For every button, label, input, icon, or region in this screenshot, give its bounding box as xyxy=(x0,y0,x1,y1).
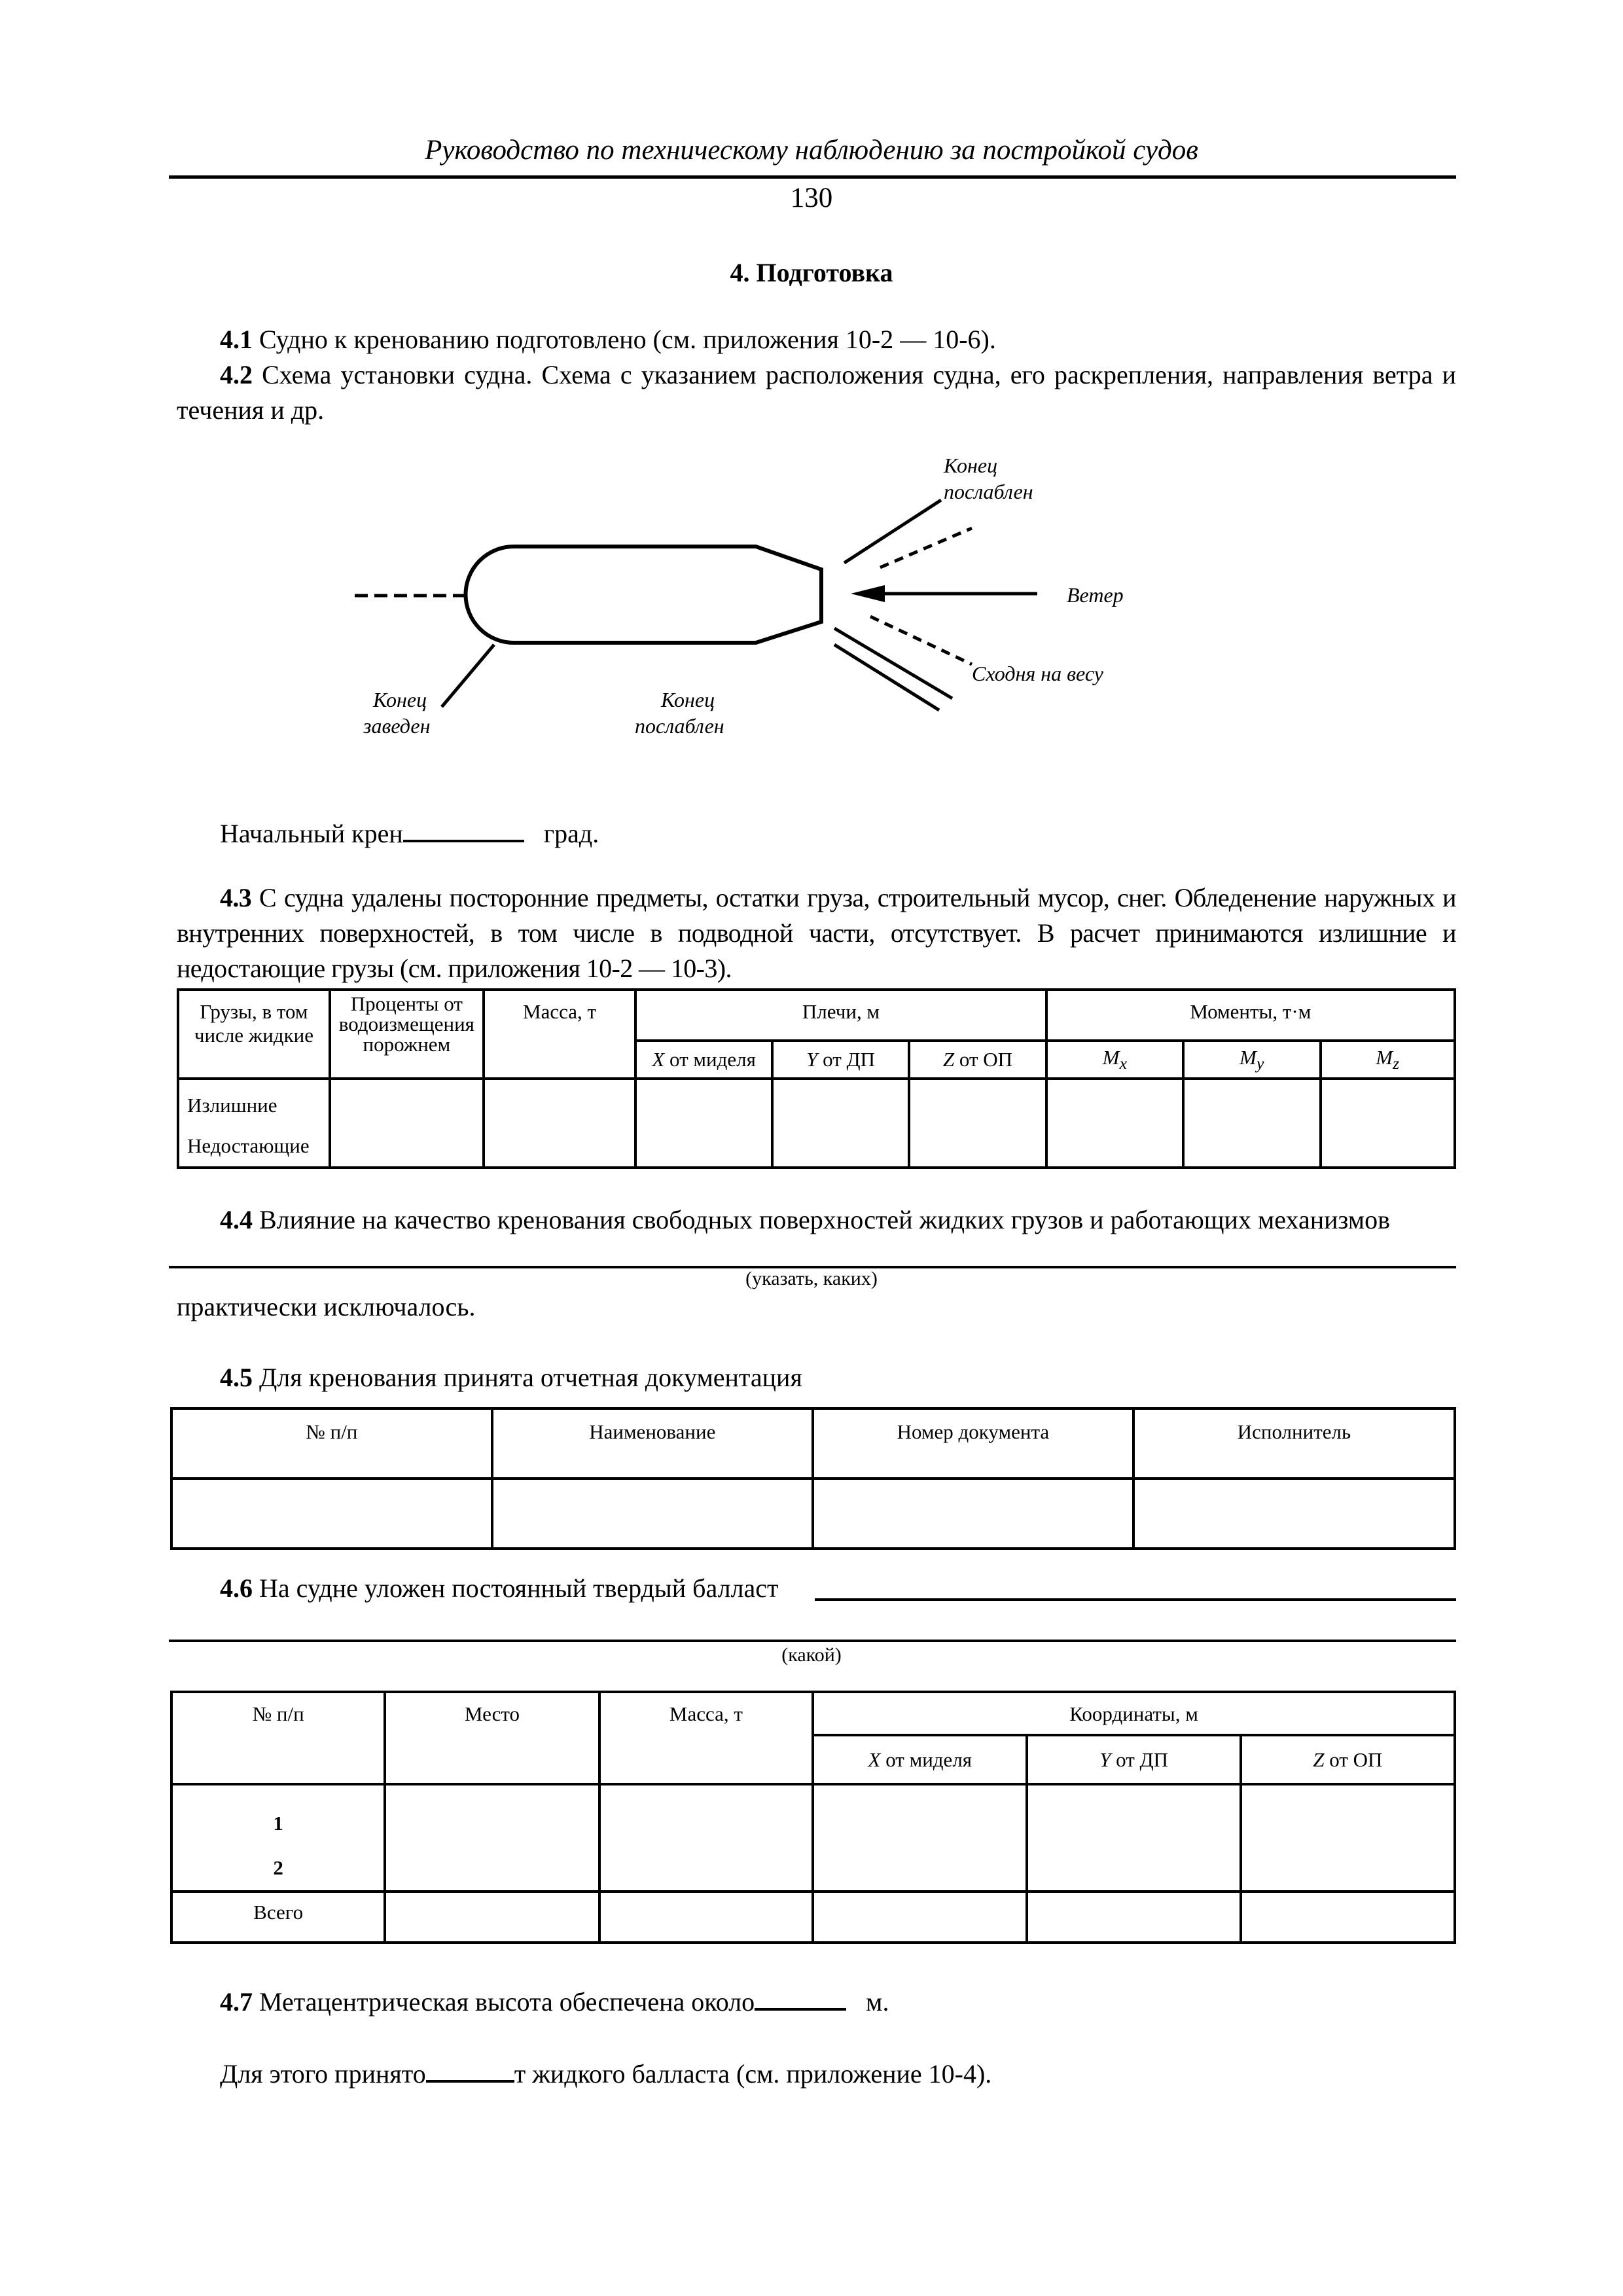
header-x-midship: X от миделя xyxy=(635,1041,772,1079)
label-end-top-1: Конец xyxy=(944,454,998,477)
paragraph-4-1 xyxy=(177,322,1456,357)
header-percent: Проценты от водоизмещения порожнем xyxy=(330,990,484,1079)
label-end-mid-1: Конец xyxy=(661,688,715,711)
paragraph-4-5 xyxy=(177,1360,1456,1395)
cell[interactable] xyxy=(909,1079,1046,1168)
bow-line-upper xyxy=(844,500,941,563)
header-no: № п/п xyxy=(171,1408,492,1479)
cell[interactable] xyxy=(330,1079,484,1168)
label-end-left-2: заведен xyxy=(363,714,431,738)
cell[interactable] xyxy=(385,1784,599,1892)
para-text: На судне уложен постоянный твердый балласт xyxy=(253,1573,779,1603)
header-y-cl: Y от ДП xyxy=(1027,1735,1240,1784)
para-text: Влияние на качество кренования свободных поверхностей жидких грузов и работающих механизмов xyxy=(253,1205,1390,1234)
fill-line-ballast-type[interactable] xyxy=(815,1598,1456,1601)
header-mz: $M_z$ xyxy=(1321,1041,1455,1079)
row-missing: Недостающие xyxy=(187,1134,310,1157)
cell[interactable] xyxy=(1241,1784,1455,1892)
cell[interactable] xyxy=(1046,1079,1183,1168)
label-wind: Ветер xyxy=(1067,583,1124,607)
header-cargo: Грузы, в том числе жидкие xyxy=(178,990,330,1079)
paragraph-4-4 xyxy=(177,1202,1456,1238)
label-end-left-1: Конец xyxy=(373,688,427,711)
row-total: Всего xyxy=(171,1892,385,1943)
gangway-line-2 xyxy=(834,645,939,710)
liquid-ballast-line xyxy=(177,2056,1456,2092)
label-gangway: Сходня на весу xyxy=(972,662,1103,685)
cell[interactable] xyxy=(1133,1479,1455,1549)
para-number: 4.7 xyxy=(220,1987,253,2017)
label-end-top-2: послаблен xyxy=(944,480,1033,503)
header-place: Место xyxy=(385,1692,599,1784)
header-no: № п/п xyxy=(171,1692,385,1784)
paragraph-4-7 xyxy=(177,1984,1456,2020)
para-number: 4.6 xyxy=(220,1573,253,1603)
row-2: 2 xyxy=(273,1856,283,1879)
cell[interactable] xyxy=(599,1784,813,1892)
bow-line-dashed xyxy=(880,528,972,567)
fill-line-ballast-type-2[interactable] xyxy=(169,1640,1456,1642)
row-1: 1 xyxy=(273,1812,283,1835)
header-name: Наименование xyxy=(492,1408,813,1479)
initial-heel-unit: град. xyxy=(543,819,599,848)
header-doc-number: Номер документа xyxy=(813,1408,1133,1479)
metacentric-height-unit: м. xyxy=(866,1987,889,2017)
header-y-cl: Y от ДП xyxy=(772,1041,909,1079)
running-header: Руководство по техническому наблюдению за постройкой судов xyxy=(425,135,1198,166)
cell[interactable] xyxy=(1027,1892,1240,1943)
cell[interactable] xyxy=(813,1784,1027,1892)
header-mass: Масса, т xyxy=(599,1692,813,1784)
header-coordinates: Координаты, м xyxy=(813,1692,1455,1735)
cell[interactable] xyxy=(635,1079,772,1168)
paragraph-4-2 xyxy=(177,357,1456,428)
initial-heel-blank[interactable] xyxy=(403,833,524,842)
cell[interactable] xyxy=(1321,1079,1455,1168)
caption-which: (какой) xyxy=(781,1644,842,1666)
paragraph-4-3 xyxy=(177,880,1456,986)
paragraph-4-4-tail: практически исключалось. xyxy=(177,1292,476,1321)
page-number: 130 xyxy=(790,183,833,213)
cell[interactable] xyxy=(385,1892,599,1943)
vessel-hull xyxy=(466,547,822,643)
header-mass: Масса, т xyxy=(484,990,636,1079)
vessel-mooring-diagram xyxy=(340,439,1191,753)
para-text: Для кренования принята отчетная документация xyxy=(253,1363,802,1392)
section-title: 4. Подготовка xyxy=(730,258,893,287)
liquid-ballast-blank[interactable] xyxy=(426,2073,514,2083)
wind-arrow-head xyxy=(851,585,885,602)
ballast-table xyxy=(170,1691,1456,1944)
cell[interactable] xyxy=(813,1892,1027,1943)
cell[interactable] xyxy=(1027,1784,1240,1892)
para-text: Схема установки судна. Схема с указанием расположения судна, его раскрепления, направления ветра и течения и др. xyxy=(177,360,1456,425)
loads-table xyxy=(177,988,1456,1169)
initial-heel-line xyxy=(177,816,1456,852)
header-z-bl: Z от ОП xyxy=(1241,1735,1455,1784)
cell[interactable] xyxy=(1183,1079,1320,1168)
row-excess: Излишние xyxy=(187,1094,277,1117)
para-number: 4.2 xyxy=(220,360,253,389)
header-arms: Плечи, м xyxy=(635,990,1046,1041)
mooring-line-left xyxy=(442,645,494,707)
cell[interactable] xyxy=(599,1892,813,1943)
header-my: $M_y$ xyxy=(1183,1041,1320,1079)
cell[interactable] xyxy=(484,1079,636,1168)
header-rule xyxy=(169,175,1456,179)
caption-specify: (указать, каких) xyxy=(745,1268,878,1289)
metacentric-height-blank[interactable] xyxy=(755,2001,846,2011)
para-text: Судно к кренованию подготовлено (см. приложения 10-2 — 10-6). xyxy=(253,325,996,354)
para-number: 4.5 xyxy=(220,1363,253,1392)
para-number: 4.4 xyxy=(220,1205,253,1234)
header-x-midship: X от миделя xyxy=(813,1735,1027,1784)
documents-table xyxy=(170,1407,1456,1550)
row-numbers xyxy=(171,1784,385,1892)
para-text: С судна удалены посторонние предметы, остатки груза, строительный мусор, снег. Обледенение наружных и внутренних поверхностей, в том числе в подводной части, отсутствует. В расчет принимаются излишние и недостающие грузы (см. приложения 10-2 — 10-3). xyxy=(177,883,1456,983)
para-text: Метацентрическая высота обеспечена около xyxy=(253,1987,755,2017)
header-moments: Моменты, т·м xyxy=(1046,990,1455,1041)
cell[interactable] xyxy=(772,1079,909,1168)
header-mx: $M_x$ xyxy=(1046,1041,1183,1079)
initial-heel-label: Начальный крен xyxy=(220,819,403,848)
para-number: 4.1 xyxy=(220,325,253,354)
cell[interactable] xyxy=(171,1479,492,1549)
label-end-mid-2: послаблен xyxy=(635,714,724,738)
cell[interactable] xyxy=(813,1479,1133,1549)
row-labels xyxy=(178,1079,330,1168)
header-z-bl: Z от ОП xyxy=(909,1041,1046,1079)
cell[interactable] xyxy=(492,1479,813,1549)
cell[interactable] xyxy=(1241,1892,1455,1943)
ballast-suffix: т жидкого балласта (см. приложение 10-4). xyxy=(514,2059,992,2089)
gangway-line-1 xyxy=(834,628,952,698)
header-executor: Исполнитель xyxy=(1133,1408,1455,1479)
ballast-prefix: Для этого принято xyxy=(220,2059,426,2089)
para-number: 4.3 xyxy=(220,883,252,912)
